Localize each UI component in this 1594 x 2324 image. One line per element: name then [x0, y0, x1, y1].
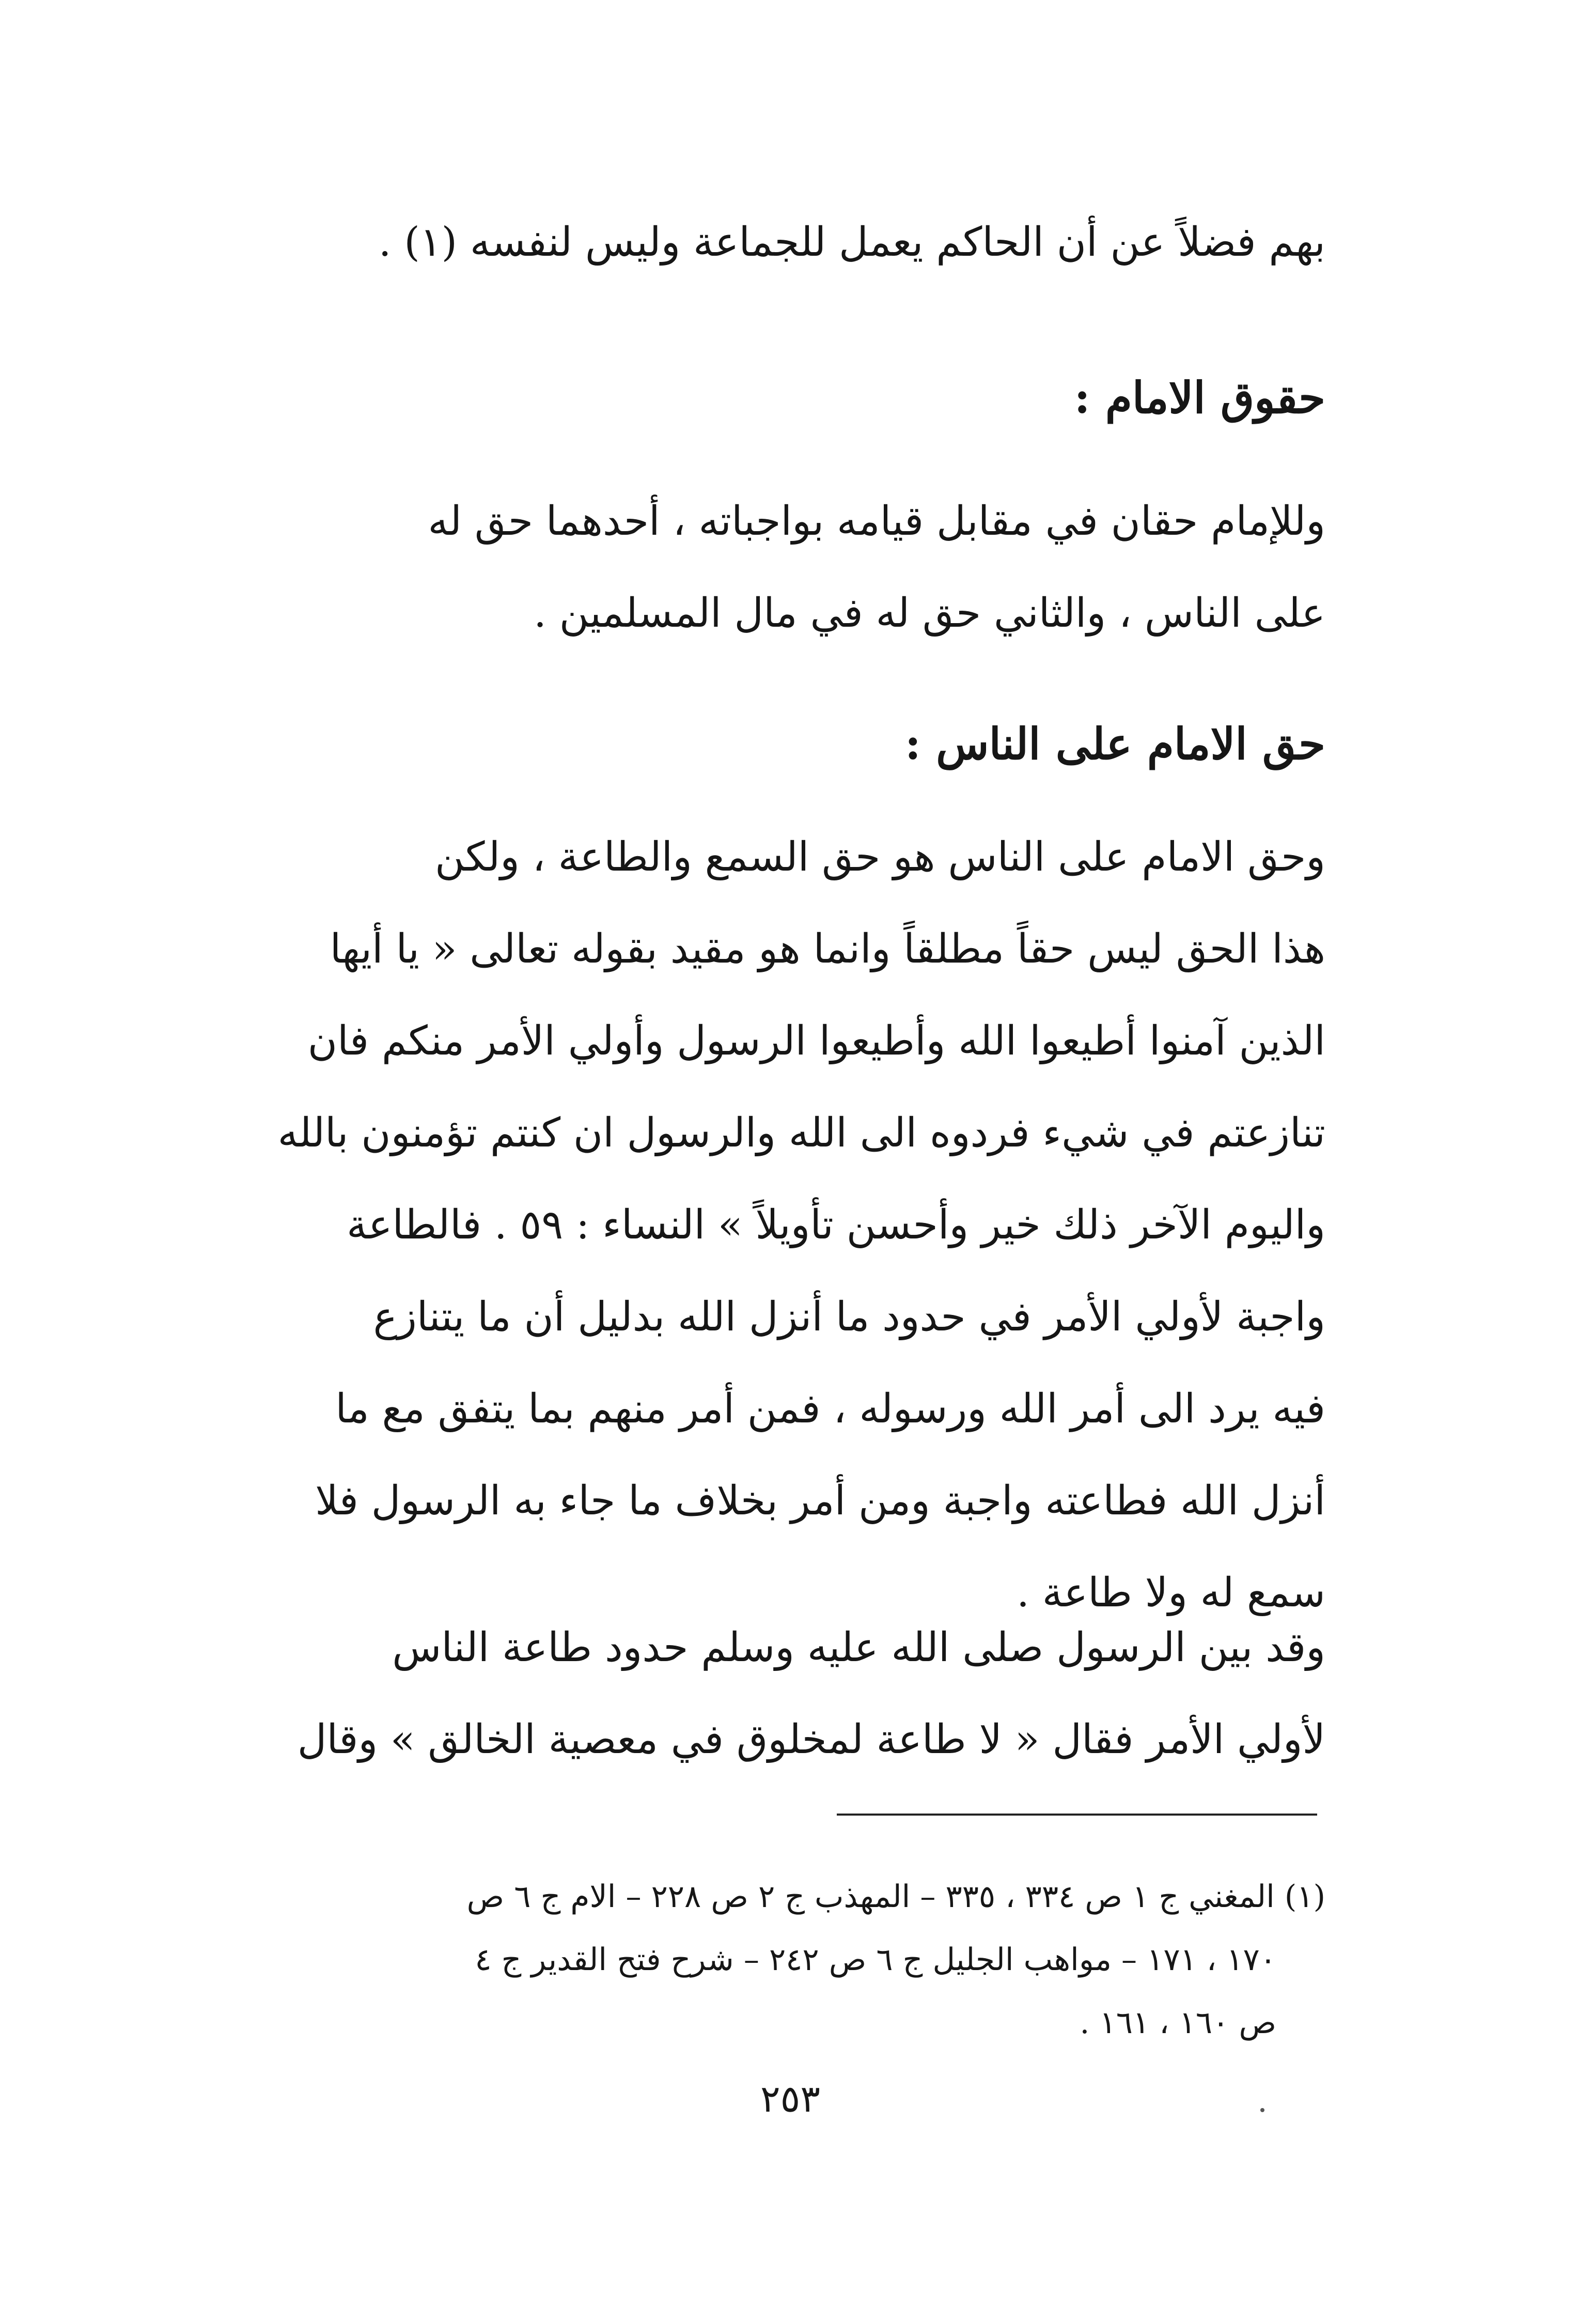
footnote — [267, 1865, 1325, 2054]
text-line: وقد بين الرسول صلى الله عليه وسلم حدود طاعة الناس — [392, 1624, 1325, 1671]
footnote-line: (١) المغني ج ١ ص ٣٣٤ ، ٣٣٥ – المهذب ج ٢ ص ٢٢٨ – الام ج ٦ ص — [466, 1879, 1325, 1915]
paragraph-imam-two-rights — [267, 475, 1325, 659]
section-heading-imam-right-over-people: حق الامام على الناس : — [904, 718, 1325, 769]
section-heading-imam-rights: حقوق الامام : — [1074, 372, 1325, 423]
scan-speck — [1260, 2108, 1264, 2112]
footnote-separator — [837, 1814, 1317, 1816]
text-line: الذين آمنوا أطيعوا الله وأطيعوا الرسول وأولي الأمر منكم فان — [307, 1018, 1325, 1064]
text-line: واليوم الآخر ذلك خير وأحسن تأويلاً » النساء : ٥٩ . فالطاعة — [347, 1202, 1325, 1248]
text-line: أنزل الله فطاعته واجبة ومن أمر بخلاف ما جاء به الرسول فلا — [315, 1478, 1325, 1524]
text-line: واجبة لأولي الأمر في حدود ما أنزل الله بدليل أن ما يتنازع — [373, 1294, 1325, 1340]
text-line: بهم فضلاً عن أن الحاكم يعمل للجماعة وليس لنفسه (١) . — [378, 219, 1325, 266]
text-line: تنازعتم في شيء فردوه الى الله والرسول ان كنتم تؤمنون بالله — [277, 1110, 1325, 1156]
text-line: على الناس ، والثاني حق له في مال المسلمين . — [534, 590, 1325, 637]
paragraph-obedience — [267, 811, 1325, 1639]
opening-paragraph — [267, 196, 1325, 288]
footnote-line: ١٧٠ ، ١٧١ – مواهب الجليل ج ٦ ص ٢٤٢ – شرح فتح القدير ج ٤ — [475, 1942, 1276, 1978]
text-line: لأولي الأمر فقال « لا طاعة لمخلوق في معصية الخالق » وقال — [297, 1716, 1325, 1763]
text-line: وللإمام حقان في مقابل قيامه بواجباته ، أحدهما حق له — [428, 498, 1325, 545]
page-number: ٢٥٣ — [760, 2077, 820, 2120]
footnote-line: ص ١٦٠ ، ١٦١ . — [1080, 2005, 1276, 2041]
paragraph-prophet-limits — [267, 1602, 1325, 1786]
text-line: هذا الحق ليس حقاً مطلقاً وانما هو مقيد بقوله تعالى « يا أيها — [330, 926, 1325, 972]
text-line: وحق الامام على الناس هو حق السمع والطاعة ، ولكن — [435, 834, 1325, 880]
text-line: سمع له ولا طاعة . — [1017, 1570, 1325, 1616]
text-line: فيه يرد الى أمر الله ورسوله ، فمن أمر منهم بما يتفق مع ما — [335, 1386, 1325, 1432]
